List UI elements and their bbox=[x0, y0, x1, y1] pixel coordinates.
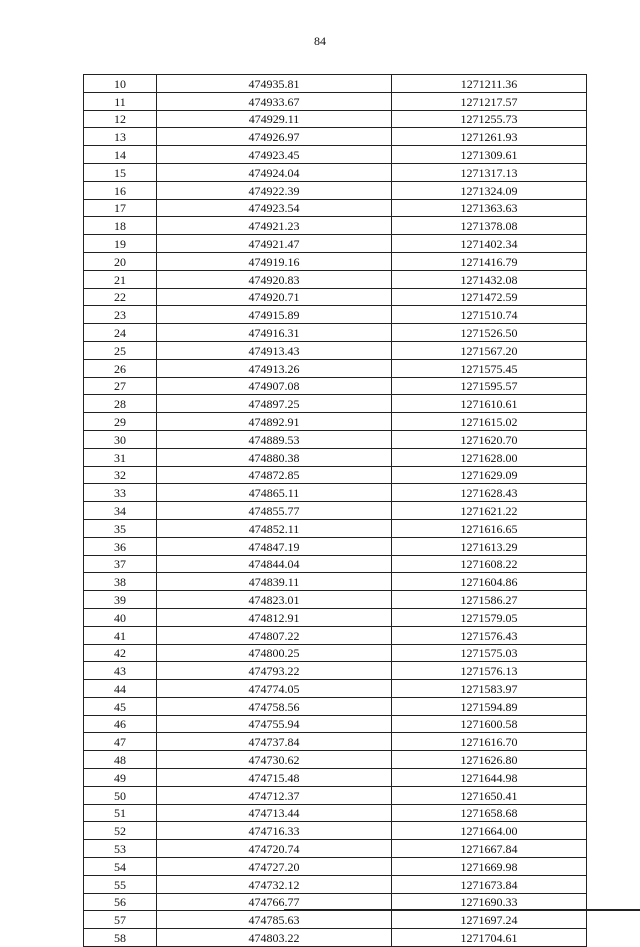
table-row bbox=[84, 163, 587, 181]
y-coordinate-cell: 1271644.98 bbox=[392, 769, 587, 787]
table-row bbox=[84, 875, 587, 893]
point-number-cell: 14 bbox=[84, 146, 157, 164]
y-coordinate-cell: 1271324.09 bbox=[392, 181, 587, 199]
point-number-cell: 16 bbox=[84, 181, 157, 199]
x-coordinate-cell: 474907.08 bbox=[157, 377, 392, 395]
table-row bbox=[84, 751, 587, 769]
point-number-cell: 52 bbox=[84, 822, 157, 840]
y-coordinate-cell: 1271309.61 bbox=[392, 146, 587, 164]
point-number-cell: 44 bbox=[84, 680, 157, 698]
x-coordinate-cell: 474889.53 bbox=[157, 430, 392, 448]
table-row bbox=[84, 786, 587, 804]
x-coordinate-cell: 474926.97 bbox=[157, 128, 392, 146]
x-coordinate-cell: 474921.23 bbox=[157, 217, 392, 235]
point-number-cell: 57 bbox=[84, 911, 157, 929]
point-number-cell: 49 bbox=[84, 769, 157, 787]
y-coordinate-cell: 1271472.59 bbox=[392, 288, 587, 306]
y-coordinate-cell: 1271626.80 bbox=[392, 751, 587, 769]
table-row bbox=[84, 199, 587, 217]
y-coordinate-cell: 1271217.57 bbox=[392, 92, 587, 110]
y-coordinate-cell: 1271583.97 bbox=[392, 680, 587, 698]
point-number-cell: 28 bbox=[84, 395, 157, 413]
y-coordinate-cell: 1271567.20 bbox=[392, 341, 587, 359]
y-coordinate-cell: 1271594.89 bbox=[392, 697, 587, 715]
point-number-cell: 17 bbox=[84, 199, 157, 217]
y-coordinate-cell: 1271378.08 bbox=[392, 217, 587, 235]
y-coordinate-cell: 1271432.08 bbox=[392, 270, 587, 288]
table-row bbox=[84, 324, 587, 342]
y-coordinate-cell: 1271615.02 bbox=[392, 413, 587, 431]
x-coordinate-cell: 474924.04 bbox=[157, 163, 392, 181]
x-coordinate-cell: 474839.11 bbox=[157, 573, 392, 591]
table-row bbox=[84, 697, 587, 715]
table-row bbox=[84, 146, 587, 164]
y-coordinate-cell: 1271697.24 bbox=[392, 911, 587, 929]
x-coordinate-cell: 474844.04 bbox=[157, 555, 392, 573]
point-number-cell: 10 bbox=[84, 75, 157, 93]
y-coordinate-cell: 1271600.58 bbox=[392, 715, 587, 733]
x-coordinate-cell: 474933.67 bbox=[157, 92, 392, 110]
table-row bbox=[84, 840, 587, 858]
y-coordinate-cell: 1271704.61 bbox=[392, 929, 587, 947]
x-coordinate-cell: 474915.89 bbox=[157, 306, 392, 324]
point-number-cell: 22 bbox=[84, 288, 157, 306]
point-number-cell: 55 bbox=[84, 875, 157, 893]
table-row bbox=[84, 555, 587, 573]
table-row bbox=[84, 769, 587, 787]
point-number-cell: 43 bbox=[84, 662, 157, 680]
x-coordinate-cell: 474920.71 bbox=[157, 288, 392, 306]
y-coordinate-cell: 1271664.00 bbox=[392, 822, 587, 840]
table-row bbox=[84, 662, 587, 680]
point-number-cell: 37 bbox=[84, 555, 157, 573]
point-number-cell: 27 bbox=[84, 377, 157, 395]
x-coordinate-cell: 474847.19 bbox=[157, 537, 392, 555]
y-coordinate-cell: 1271510.74 bbox=[392, 306, 587, 324]
x-coordinate-cell: 474880.38 bbox=[157, 448, 392, 466]
table-row bbox=[84, 733, 587, 751]
point-number-cell: 40 bbox=[84, 608, 157, 626]
x-coordinate-cell: 474897.25 bbox=[157, 395, 392, 413]
point-number-cell: 53 bbox=[84, 840, 157, 858]
x-coordinate-cell: 474712.37 bbox=[157, 786, 392, 804]
point-number-cell: 41 bbox=[84, 626, 157, 644]
point-number-cell: 12 bbox=[84, 110, 157, 128]
point-number-cell: 26 bbox=[84, 359, 157, 377]
y-coordinate-cell: 1271317.13 bbox=[392, 163, 587, 181]
table-row bbox=[84, 413, 587, 431]
y-coordinate-cell: 1271576.43 bbox=[392, 626, 587, 644]
table-row bbox=[84, 822, 587, 840]
x-coordinate-cell: 474737.84 bbox=[157, 733, 392, 751]
x-coordinate-cell: 474935.81 bbox=[157, 75, 392, 93]
point-number-cell: 32 bbox=[84, 466, 157, 484]
x-coordinate-cell: 474919.16 bbox=[157, 252, 392, 270]
table-row bbox=[84, 181, 587, 199]
point-number-cell: 19 bbox=[84, 235, 157, 253]
y-coordinate-cell: 1271616.65 bbox=[392, 519, 587, 537]
x-coordinate-cell: 474732.12 bbox=[157, 875, 392, 893]
point-number-cell: 24 bbox=[84, 324, 157, 342]
point-number-cell: 58 bbox=[84, 929, 157, 947]
y-coordinate-cell: 1271667.84 bbox=[392, 840, 587, 858]
coordinates-table bbox=[83, 74, 587, 947]
y-coordinate-cell: 1271616.70 bbox=[392, 733, 587, 751]
y-coordinate-cell: 1271628.43 bbox=[392, 484, 587, 502]
point-number-cell: 21 bbox=[84, 270, 157, 288]
table-row bbox=[84, 217, 587, 235]
table-row bbox=[84, 359, 587, 377]
y-coordinate-cell: 1271608.22 bbox=[392, 555, 587, 573]
x-coordinate-cell: 474800.25 bbox=[157, 644, 392, 662]
y-coordinate-cell: 1271416.79 bbox=[392, 252, 587, 270]
x-coordinate-cell: 474855.77 bbox=[157, 502, 392, 520]
point-number-cell: 25 bbox=[84, 341, 157, 359]
x-coordinate-cell: 474715.48 bbox=[157, 769, 392, 787]
point-number-cell: 35 bbox=[84, 519, 157, 537]
point-number-cell: 13 bbox=[84, 128, 157, 146]
table-row bbox=[84, 715, 587, 733]
table-row bbox=[84, 270, 587, 288]
y-coordinate-cell: 1271658.68 bbox=[392, 804, 587, 822]
x-coordinate-cell: 474755.94 bbox=[157, 715, 392, 733]
table-row bbox=[84, 591, 587, 609]
x-coordinate-cell: 474865.11 bbox=[157, 484, 392, 502]
x-coordinate-cell: 474920.83 bbox=[157, 270, 392, 288]
y-coordinate-cell: 1271650.41 bbox=[392, 786, 587, 804]
x-coordinate-cell: 474713.44 bbox=[157, 804, 392, 822]
y-coordinate-cell: 1271586.27 bbox=[392, 591, 587, 609]
x-coordinate-cell: 474921.47 bbox=[157, 235, 392, 253]
point-number-cell: 50 bbox=[84, 786, 157, 804]
table-row bbox=[84, 377, 587, 395]
table-row bbox=[84, 573, 587, 591]
y-coordinate-cell: 1271669.98 bbox=[392, 858, 587, 876]
point-number-cell: 18 bbox=[84, 217, 157, 235]
point-number-cell: 20 bbox=[84, 252, 157, 270]
x-coordinate-cell: 474785.63 bbox=[157, 911, 392, 929]
x-coordinate-cell: 474823.01 bbox=[157, 591, 392, 609]
point-number-cell: 23 bbox=[84, 306, 157, 324]
table-row bbox=[84, 484, 587, 502]
table-row bbox=[84, 502, 587, 520]
x-coordinate-cell: 474913.43 bbox=[157, 341, 392, 359]
y-coordinate-cell: 1271610.61 bbox=[392, 395, 587, 413]
table-row bbox=[84, 680, 587, 698]
x-coordinate-cell: 474922.39 bbox=[157, 181, 392, 199]
x-coordinate-cell: 474852.11 bbox=[157, 519, 392, 537]
y-coordinate-cell: 1271629.09 bbox=[392, 466, 587, 484]
table-row bbox=[84, 235, 587, 253]
y-coordinate-cell: 1271628.00 bbox=[392, 448, 587, 466]
table-row bbox=[84, 537, 587, 555]
table-row bbox=[84, 911, 587, 929]
table-row bbox=[84, 92, 587, 110]
y-coordinate-cell: 1271604.86 bbox=[392, 573, 587, 591]
point-number-cell: 39 bbox=[84, 591, 157, 609]
y-coordinate-cell: 1271621.22 bbox=[392, 502, 587, 520]
point-number-cell: 51 bbox=[84, 804, 157, 822]
table-row bbox=[84, 466, 587, 484]
x-coordinate-cell: 474803.22 bbox=[157, 929, 392, 947]
bottom-rule bbox=[284, 909, 640, 911]
table-row bbox=[84, 519, 587, 537]
x-coordinate-cell: 474758.56 bbox=[157, 697, 392, 715]
y-coordinate-cell: 1271255.73 bbox=[392, 110, 587, 128]
x-coordinate-cell: 474766.77 bbox=[157, 893, 392, 911]
table-row bbox=[84, 430, 587, 448]
table-row bbox=[84, 608, 587, 626]
point-number-cell: 29 bbox=[84, 413, 157, 431]
y-coordinate-cell: 1271595.57 bbox=[392, 377, 587, 395]
point-number-cell: 34 bbox=[84, 502, 157, 520]
table-row bbox=[84, 128, 587, 146]
point-number-cell: 15 bbox=[84, 163, 157, 181]
x-coordinate-cell: 474923.54 bbox=[157, 199, 392, 217]
table-row bbox=[84, 644, 587, 662]
y-coordinate-cell: 1271673.84 bbox=[392, 875, 587, 893]
point-number-cell: 42 bbox=[84, 644, 157, 662]
x-coordinate-cell: 474730.62 bbox=[157, 751, 392, 769]
point-number-cell: 56 bbox=[84, 893, 157, 911]
y-coordinate-cell: 1271211.36 bbox=[392, 75, 587, 93]
y-coordinate-cell: 1271575.03 bbox=[392, 644, 587, 662]
page-number: 84 bbox=[314, 34, 326, 48]
coordinates-table-body bbox=[84, 75, 587, 947]
x-coordinate-cell: 474812.91 bbox=[157, 608, 392, 626]
y-coordinate-cell: 1271690.33 bbox=[392, 893, 587, 911]
point-number-cell: 38 bbox=[84, 573, 157, 591]
y-coordinate-cell: 1271620.70 bbox=[392, 430, 587, 448]
x-coordinate-cell: 474923.45 bbox=[157, 146, 392, 164]
y-coordinate-cell: 1271576.13 bbox=[392, 662, 587, 680]
y-coordinate-cell: 1271575.45 bbox=[392, 359, 587, 377]
point-number-cell: 11 bbox=[84, 92, 157, 110]
x-coordinate-cell: 474892.91 bbox=[157, 413, 392, 431]
x-coordinate-cell: 474872.85 bbox=[157, 466, 392, 484]
x-coordinate-cell: 474720.74 bbox=[157, 840, 392, 858]
point-number-cell: 33 bbox=[84, 484, 157, 502]
point-number-cell: 30 bbox=[84, 430, 157, 448]
table-row bbox=[84, 929, 587, 947]
table-row bbox=[84, 858, 587, 876]
table-row bbox=[84, 448, 587, 466]
x-coordinate-cell: 474793.22 bbox=[157, 662, 392, 680]
point-number-cell: 36 bbox=[84, 537, 157, 555]
point-number-cell: 48 bbox=[84, 751, 157, 769]
x-coordinate-cell: 474774.05 bbox=[157, 680, 392, 698]
x-coordinate-cell: 474913.26 bbox=[157, 359, 392, 377]
table-row bbox=[84, 110, 587, 128]
x-coordinate-cell: 474807.22 bbox=[157, 626, 392, 644]
x-coordinate-cell: 474929.11 bbox=[157, 110, 392, 128]
x-coordinate-cell: 474916.31 bbox=[157, 324, 392, 342]
point-number-cell: 31 bbox=[84, 448, 157, 466]
point-number-cell: 45 bbox=[84, 697, 157, 715]
y-coordinate-cell: 1271261.93 bbox=[392, 128, 587, 146]
table-row bbox=[84, 75, 587, 93]
y-coordinate-cell: 1271402.34 bbox=[392, 235, 587, 253]
x-coordinate-cell: 474716.33 bbox=[157, 822, 392, 840]
y-coordinate-cell: 1271579.05 bbox=[392, 608, 587, 626]
table-row bbox=[84, 341, 587, 359]
point-number-cell: 47 bbox=[84, 733, 157, 751]
point-number-cell: 46 bbox=[84, 715, 157, 733]
y-coordinate-cell: 1271363.63 bbox=[392, 199, 587, 217]
y-coordinate-cell: 1271526.50 bbox=[392, 324, 587, 342]
x-coordinate-cell: 474727.20 bbox=[157, 858, 392, 876]
table-row bbox=[84, 626, 587, 644]
table-row bbox=[84, 288, 587, 306]
table-row bbox=[84, 252, 587, 270]
table-row bbox=[84, 395, 587, 413]
y-coordinate-cell: 1271613.29 bbox=[392, 537, 587, 555]
point-number-cell: 54 bbox=[84, 858, 157, 876]
table-row bbox=[84, 804, 587, 822]
table-row bbox=[84, 306, 587, 324]
